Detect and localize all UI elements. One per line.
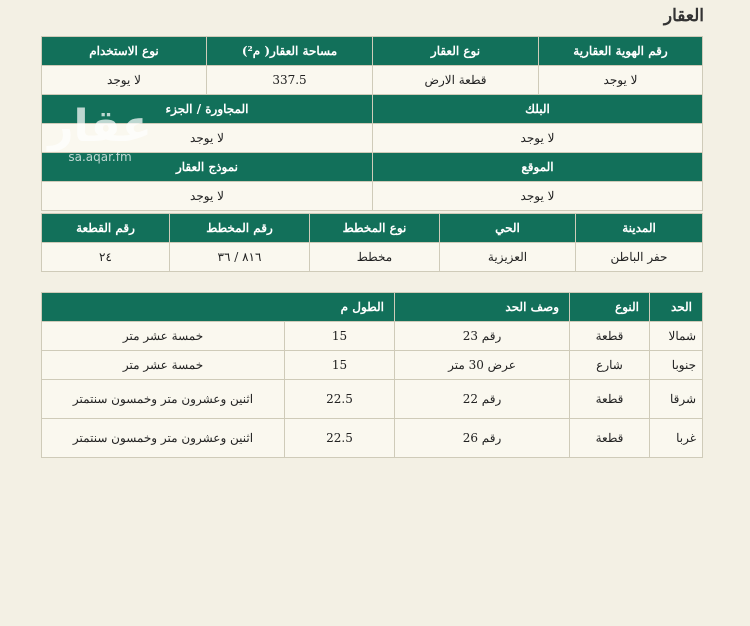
boundary-type: شارع bbox=[570, 351, 650, 380]
header-boundary: الحد bbox=[650, 293, 703, 322]
boundary-length: 22.5 bbox=[285, 419, 395, 458]
district-value: العزيزية bbox=[440, 243, 576, 272]
boundary-type: قطعة bbox=[570, 419, 650, 458]
boundary-desc: رقم 22 bbox=[395, 380, 570, 419]
property-type-value: قطعة الارض bbox=[373, 66, 539, 95]
table-row bbox=[42, 380, 703, 419]
boundary-side: جنوبا bbox=[650, 351, 703, 380]
boundary-type: قطعة bbox=[570, 380, 650, 419]
plan-number-value: ٨١٦ / ٣٦ bbox=[170, 243, 310, 272]
boundary-desc: رقم 23 bbox=[395, 322, 570, 351]
plot-number-value: ٢٤ bbox=[42, 243, 170, 272]
location-table bbox=[41, 213, 703, 272]
watermark-url: sa.aqar.fm bbox=[68, 150, 132, 164]
property-area-value: 337.5 bbox=[207, 66, 373, 95]
header-property-model: نموذج العقار bbox=[42, 153, 373, 182]
page-title: العقار bbox=[663, 6, 704, 26]
header-boundary-type: النوع bbox=[570, 293, 650, 322]
property-model-value: لا يوجد bbox=[42, 182, 373, 211]
boundary-length: 22.5 bbox=[285, 380, 395, 419]
boundary-side: شرقا bbox=[650, 380, 703, 419]
usage-type-value: لا يوجد bbox=[42, 66, 207, 95]
boundary-desc: رقم 26 bbox=[395, 419, 570, 458]
boundary-length-text: خمسة عشر متر bbox=[42, 322, 285, 351]
header-usage-type: نوع الاستخدام bbox=[42, 37, 207, 66]
header-property-area: مساحة العقار( م²) bbox=[207, 37, 373, 66]
plan-type-value: مخطط bbox=[310, 243, 440, 272]
header-plan-type: نوع المخطط bbox=[310, 214, 440, 243]
boundary-desc: عرض 30 متر bbox=[395, 351, 570, 380]
boundaries-table bbox=[41, 292, 703, 458]
boundary-length-text: خمسة عشر متر bbox=[42, 351, 285, 380]
city-value: حفر الباطن bbox=[576, 243, 703, 272]
boundary-type: قطعة bbox=[570, 322, 650, 351]
boundary-length: 15 bbox=[285, 322, 395, 351]
block-value: لا يوجد bbox=[373, 124, 703, 153]
table-row bbox=[42, 351, 703, 380]
boundary-side: شمالا bbox=[650, 322, 703, 351]
property-id-value: لا يوجد bbox=[539, 66, 703, 95]
neighborhood-value: لا يوجد bbox=[42, 124, 373, 153]
boundary-length-text: اثنين وعشرون متر وخمسون سنتمتر bbox=[42, 419, 285, 458]
header-block: البلك bbox=[373, 95, 703, 124]
header-plot-number: رقم القطعة bbox=[42, 214, 170, 243]
header-neighborhood: المجاورة / الجزء bbox=[42, 95, 373, 124]
table-row bbox=[42, 322, 703, 351]
location-value: لا يوجد bbox=[373, 182, 703, 211]
aqar-watermark bbox=[40, 101, 160, 164]
boundary-length: 15 bbox=[285, 351, 395, 380]
header-plan-number: رقم المخطط bbox=[170, 214, 310, 243]
watermark-logo: عقار bbox=[48, 101, 152, 152]
header-district: الحي bbox=[440, 214, 576, 243]
table-row bbox=[42, 419, 703, 458]
header-location: الموقع bbox=[373, 153, 703, 182]
header-boundary-desc: وصف الحد bbox=[395, 293, 570, 322]
boundary-length-text: اثنين وعشرون متر وخمسون سنتمتر bbox=[42, 380, 285, 419]
header-city: المدينة bbox=[576, 214, 703, 243]
header-property-id: رقم الهوية العقارية bbox=[539, 37, 703, 66]
header-length: الطول م bbox=[42, 293, 395, 322]
boundary-side: غربا bbox=[650, 419, 703, 458]
header-property-type: نوع العقار bbox=[373, 37, 539, 66]
